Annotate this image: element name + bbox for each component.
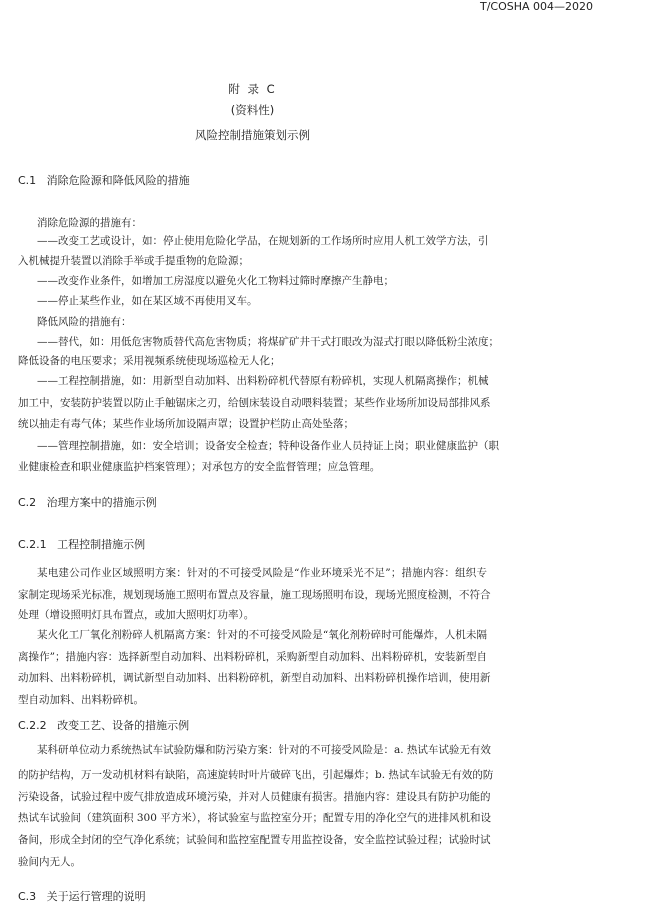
paragraph-line: 热试车试验间（建筑面积 300 平方米），将试验室与监控室分开；配置专用的净化空气的进排风机和设 [18, 812, 491, 824]
paragraph-line: ——替代，如：用低危害物质替代高危害物质；将煤矿矿井干式打眼改为湿式打眼以降低粉尘浓度； [37, 336, 499, 348]
paragraph-line: 某火化工厂氧化剂粉碎人机隔离方案：针对的不可接受风险是“氧化剂粉碎时可能爆炸，人机未隔 [37, 629, 488, 641]
paragraph-line: 型自动加料、出料粉碎机。 [18, 694, 144, 706]
paragraph-line: 统以抽走有毒气体；某些作业场所加设隔声罩；设置护栏防止高处坠落； [18, 418, 354, 430]
paragraph-line: 某科研单位动力系统热试车试验防爆和防污染方案：针对的不可接受风险是：a. 热试车试验无有效 [37, 744, 491, 756]
paragraph-line: 备间，形成全封闭的空气净化系统；试验间和监控室配置专用监控设备，安全监控试验过程；试验时试 [18, 834, 491, 846]
paragraph-line: 家制定现场采光标准，规划现场施工照明布置点及容量，施工现场照明布设，现场光照度检测，不符合 [18, 589, 491, 601]
paragraph-line: ——改变工艺或设计，如：停止使用危险化学品，在规划新的工作场所时应用人机工效学方法，引 [37, 235, 489, 247]
paragraph-line: ——停止某些作业，如在某区域不再使用叉车。 [37, 295, 258, 307]
paragraph-line: 某电建公司作业区域照明方案：针对的不可接受风险是“作业环境采光不足”；措施内容：组织专 [37, 567, 488, 579]
paragraph-line: 动加料、出料粉碎机，调试新型自动加料、出料粉碎机，新型自动加料、出料粉碎机操作培训，使用新 [18, 672, 491, 684]
appendix-type: (资料性) [230, 103, 275, 117]
paragraph-line: 离操作”；措施内容：选择新型自动加料、出料粉碎机，采购新型自动加料、出料粉碎机，安装新型自 [18, 651, 488, 663]
paragraph-line: 处理（增设照明灯具布置点，或加大照明灯功率）。 [18, 609, 255, 621]
paragraph-line: 降低设备的电压要求；采用视频系统使现场巡检无人化； [18, 355, 281, 367]
paragraph-line: 消除危险源的措施有： [37, 217, 142, 229]
paragraph-line: 入机械提升装置以消除手举或手提重物的危险源； [18, 255, 249, 267]
paragraph-line: 业健康检查和职业健康监护档案管理）；对承包方的安全监督管理；应急管理。 [18, 461, 381, 473]
paragraph-line: 降低风险的措施有： [37, 316, 132, 328]
paragraph-line: 污染设备，试验过程中废气排放造成环境污染，并对人员健康有损害。措施内容：建设具有防护功能的 [18, 791, 491, 803]
section-c2-heading: C.2 治理方案中的措施示例 [18, 496, 157, 509]
paragraph-line: ——工程控制措施，如：用新型自动加料、出料粉碎机代替原有粉碎机，实现人机隔离操作；机械 [37, 375, 489, 387]
appendix-label: 附 录 C [228, 82, 277, 96]
section-c21-heading: C.2.1 工程控制措施示例 [18, 538, 146, 551]
section-c22-heading: C.2.2 改变工艺、设备的措施示例 [18, 719, 190, 732]
section-c3-heading: C.3 关于运行管理的说明 [18, 890, 146, 903]
paragraph-line: 验间内无人。 [18, 856, 81, 868]
paragraph-line: 的防护结构，万一发动机材料有缺陷，高速旋转时叶片破碎飞出，引起爆炸；b. 热试车试验无有效的防 [18, 769, 494, 781]
appendix-title: 风险控制措施策划示例 [195, 128, 310, 142]
paragraph-line: 加工中，安装防护装置以防止手触锯床之刃，给刨床装设自动喂料装置；某些作业场所加设局部排风系 [18, 397, 491, 409]
paragraph-line: ——改变作业条件，如增加工房湿度以避免火化工物料过筛时摩擦产生静电； [37, 275, 394, 287]
paragraph-line: ——管理控制措施，如：安全培训；设备安全检查；特种设备作业人员持证上岗；职业健康监护（职 [37, 440, 499, 452]
section-c1-heading: C.1 消除危险源和降低风险的措施 [18, 174, 190, 187]
standard-code: T/COSHA 004—2020 [480, 0, 594, 13]
